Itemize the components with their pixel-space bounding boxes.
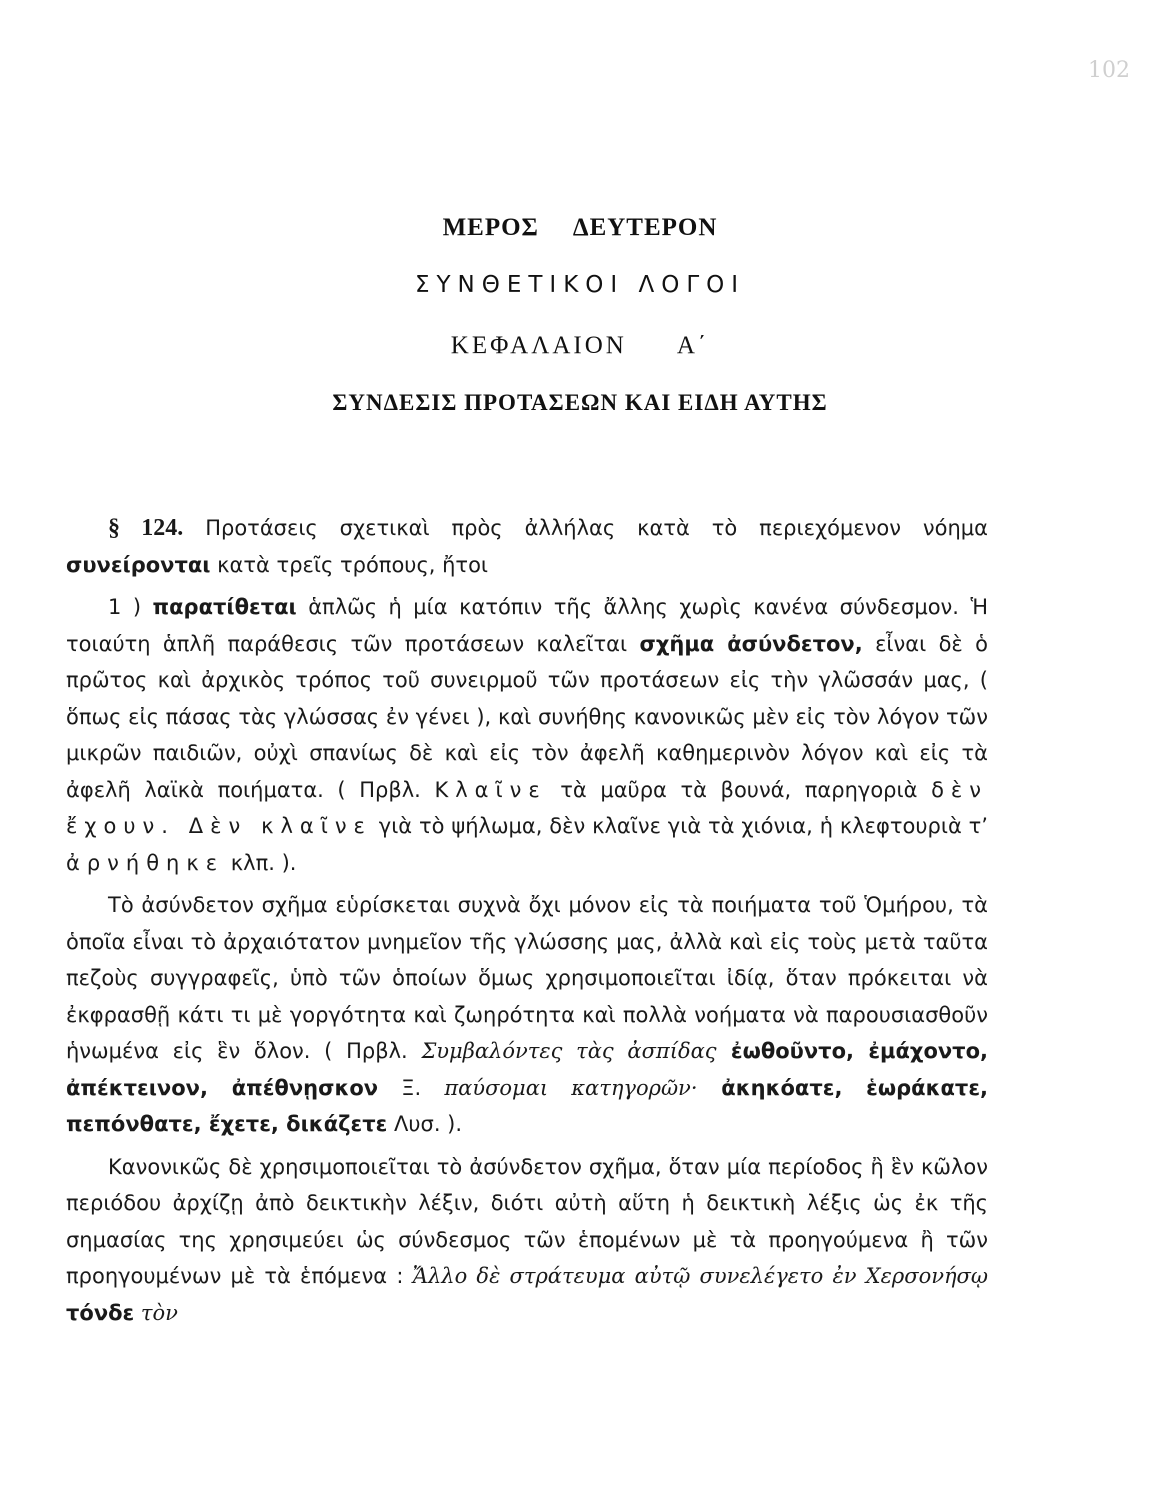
body-text — [66, 510, 988, 1337]
bold-term: σχῆμα ἀσύνδετον, — [639, 631, 863, 656]
spaced-quote: ἀρνήθηκε — [66, 850, 225, 875]
section-heading: ΣΥΝΘΕΤΙΚΟΙ ΛΟΓΟΙ — [414, 272, 746, 298]
bold-term: ἐωθοῦντο, ἐμάχοντο, ἀπέκτεινον, ἀπέθνῃσκον — [66, 1039, 988, 1100]
bleed-through-page-number: 102 — [1088, 58, 1130, 83]
list-number: 1 ) — [108, 595, 153, 619]
text-run: Ξ. — [378, 1075, 445, 1100]
paragraph-asyndeton-definition — [66, 589, 988, 881]
part-title — [0, 214, 1160, 242]
paragraph-asyndeton-usage — [66, 887, 988, 1143]
paragraph-124-intro — [66, 510, 988, 583]
section-number: § 124. — [108, 515, 184, 541]
chapter-word: ΚΕΦΑΛΑΙΟΝ — [450, 332, 627, 359]
text-run: τὰ μαῦρα τὰ βουνά, παρηγοριὰ — [546, 777, 932, 802]
text-run: Προτάσεις σχετικαὶ πρὸς ἀλλήλας κατὰ τὸ περιεχόμενον νόημα — [183, 516, 988, 540]
spaced-quote: δὲν ἔχουν. Δὲν κλαῖνε — [66, 777, 988, 838]
italic-quote: Ἄλλο δὲ στράτευμα αὐτῷ συνελέγετο ἐν Χερσονήσῳ — [412, 1264, 989, 1288]
bold-term: ἀκηκόατε, ἑωράκατε, πεπόνθατε, ἔχετε, δικάζετε — [66, 1075, 988, 1136]
text-run: εἶναι δὲ ὁ πρῶτος καὶ ἀρχικὸς τρόπος τοῦ συνειρμοῦ τῶν προτάσεων εἰς τὴν γλῶσσάν μας, ( ὅπως εἰς πάσας τὰς γλώσσας ἐν γένει ), καὶ συνήθης κανονικῶς μὲν εἰς τὸν λόγον τῶν μικρῶν παιδιῶν, οὐχὶ σπανίως δὲ καὶ εἰς τὸν ἀφελῆ καθημερινὸν λόγον καὶ εἰς τὰ ἀφελῆ λαϊκὰ ποιήματα. ( Πρβλ. — [66, 631, 988, 802]
chapter-heading — [0, 332, 1160, 360]
text-run: κατὰ τρεῖς τρόπους, ἤτοι — [210, 552, 489, 577]
text-run: Κανονικῶς δὲ χρησιμοποιεῖται τὸ ἀσύνδετον σχῆμα, ὅταν μία περίοδος ἢ ἓν κῶλον περιόδου ἀρχίζῃ ἀπὸ δεικτικὴν λέξιν, διότι αὐτὴ αὕτη ἡ δεικτικὴ λέξις ὡς ἐκ τῆς σημασίας της χρησιμεύει ὡς σύνδεσμος τῶν ἑπομένων μὲ τὰ προηγούμενα ἢ τῶν προηγουμένων μὲ τὰ ἑπόμενα : — [66, 1154, 988, 1288]
text-run: ἁπλῶς ἡ μία κατόπιν τῆς ἄλλης χωρὶς κανένα σύνδεσμον. Ἡ τοιαύτη ἁπλῆ παράθεσις τῶν προτάσεων καλεῖται — [66, 595, 988, 656]
text-run: Λυσ. ). — [387, 1112, 463, 1136]
text-run: γιὰ τὸ ψήλωμα, δὲν κλαῖνε γιὰ τὰ χιόνια, ἡ κλεφτουριὰ τ’ — [371, 814, 988, 838]
italic-quote: Συμβαλόντες τὰς ἀσπίδας — [421, 1039, 717, 1063]
italic-quote: παύσομαι κατηγορῶν· — [444, 1075, 698, 1100]
part-title-word-2: ΔΕΥΤΕΡΟΝ — [572, 214, 718, 241]
part-title-word-1: ΜΕΡΟΣ — [442, 214, 539, 241]
bold-term: παρατίθεται — [152, 595, 297, 619]
bold-term: τόνδε — [66, 1300, 135, 1325]
chapter-subheading: ΣΥΝΔΕΣΙΣ ΠΡΟΤΑΣΕΩΝ ΚΑΙ ΕΙΔΗ ΑΥΤΗΣ — [332, 390, 828, 415]
text-run: κλπ. ). — [224, 850, 297, 875]
bold-term: συνείρονται — [66, 552, 211, 577]
spaced-quote: Κλαῖνε — [434, 777, 547, 802]
text-run: Τὸ ἀσύνδετον σχῆμα εὑρίσκεται συχνὰ ὄχι μόνον εἰς τὰ ποιήματα τοῦ Ὁμήρου, τὰ ὁποῖα εἶναι τὸ ἀρχαιότατον μνημεῖον τῆς γλώσσης μας, ἀλλὰ καὶ εἰς τοὺς μετὰ ταῦτα πεζοὺς συγγραφεῖς, ὑπὸ τῶν ὁποίων ὅμως χρησιμοποιεῖται ἰδίᾳ, ὅταν πρόκειται νὰ ἐκφρασθῇ κάτι τι μὲ γοργότητα καὶ ζωηρότητα καὶ πολλὰ νοήματα νὰ παρουσιασθοῦν ἡνωμένα εἰς ἓν ὅλον. ( Πρβλ. — [66, 893, 988, 1063]
italic-quote: τὸν — [134, 1300, 178, 1325]
chapter-letter: Α΄ — [676, 332, 710, 359]
paragraph-deictic-words — [66, 1149, 988, 1332]
